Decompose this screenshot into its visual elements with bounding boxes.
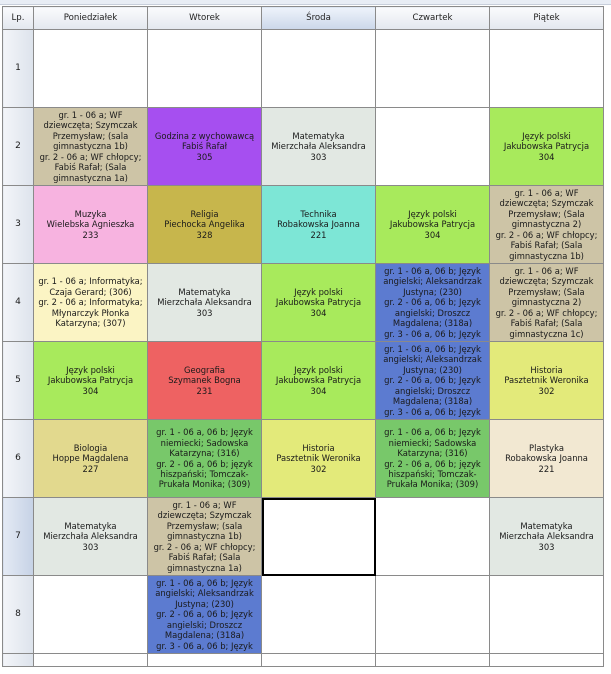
timetable-row-3 [3, 186, 604, 264]
lesson-cell-wednesday[interactable] [262, 186, 376, 264]
lesson-number: 5 [3, 342, 34, 420]
lesson-text: Język polski Jakubowska Patrycja 304 [275, 286, 362, 318]
lesson-cell-thursday[interactable] [376, 186, 490, 264]
timetable-grid [2, 6, 604, 667]
lesson-text: Historia Pasztetnik Weronika 302 [504, 364, 589, 396]
header-day-friday[interactable]: Piątek [490, 7, 604, 30]
lesson-text: Język polski Jakubowska Patrycja 304 [47, 364, 134, 396]
lesson-cell-monday[interactable] [34, 186, 148, 264]
lesson-text: Religia Piechocka Angelika 328 [164, 208, 245, 240]
lesson-cell-monday[interactable] [34, 342, 148, 420]
lesson-text: gr. 1 - 06 a; WF dziewczęta; Szymczak Przemysław; (sala gimnastyczna 1b) gr. 2 - 06 a; WF chłopcy; Fabiś Rafał; (Sala gimnastyczna 1a) [153, 500, 256, 573]
lesson-text: Godzina z wychowawcą Fabiś Rafał 305 [154, 130, 255, 162]
lesson-cell-thursday[interactable] [376, 342, 490, 420]
timetable-row-2 [3, 108, 604, 186]
lesson-cell-monday[interactable] [34, 576, 148, 654]
lesson-cell-thursday[interactable] [376, 576, 490, 654]
lesson-text: gr. 1 - 06 a; WF dziewczęta; Szymczak Przemysław; (Sala gimnastyczna 2) gr. 2 - 06 a; WF chłopcy; Fabiś Rafał; (Sala gimnastyczna 1c) [495, 266, 598, 339]
header-day-thursday[interactable]: Czwartek [376, 7, 490, 30]
lesson-text: Technika Robakowska Joanna 221 [277, 208, 360, 240]
timetable-row-partial [3, 654, 604, 667]
lesson-text: Plastyka Robakowska Joanna 221 [505, 442, 588, 474]
lesson-text: Matematyka Mierzchała Aleksandra 303 [157, 286, 252, 318]
lesson-text: gr. 1 - 06 a, 06 b; Język niemiecki; Sadowska Katarzyna; (316) gr. 2 - 06 a, 06 b; język hiszpański; Tomczak-Prukała Monika; (309) [384, 427, 481, 490]
lesson-cell-wednesday[interactable] [262, 420, 376, 498]
lesson-cell-friday[interactable] [490, 576, 604, 654]
lesson-number: 7 [3, 498, 34, 576]
lesson-cell-friday[interactable] [490, 498, 604, 576]
lesson-cell-friday[interactable] [490, 654, 604, 667]
header-day-monday[interactable]: Poniedziałek [34, 7, 148, 30]
lesson-number: 4 [3, 264, 34, 342]
lesson-cell-tuesday[interactable] [148, 108, 262, 186]
lesson-text: gr. 1 - 06 a, 06 b; Język angielski; Aleksandrzak Justyna; (230) gr. 2 - 06 a, 06 b; Język angielski; Droszcz Magdalena; (318a) gr. 3 - 06 a, 06 b; Język [383, 266, 482, 339]
lesson-cell-tuesday[interactable] [148, 186, 262, 264]
lesson-text: gr. 1 - 06 a, 06 b; Język angielski; Aleksandrzak Justyna; (230) gr. 2 - 06 a, 06 b; Język angielski; Droszcz Magdalena; (318a) gr. 3 - 06 a, 06 b; Język [383, 344, 482, 417]
lesson-cell-thursday[interactable] [376, 264, 490, 342]
lesson-cell-monday[interactable] [34, 654, 148, 667]
lesson-text: gr. 1 - 06 a, 06 b; Język angielski; Aleksandrzak Justyna; (230) gr. 2 - 06 a, 06 b; Język angielski; Droszcz Magdalena; (318a) gr. 3 - 06 a, 06 b; Język [155, 578, 254, 651]
lesson-text: gr. 1 - 06 a; WF dziewczęta; Szymczak Przemysław; (Sala gimnastyczna 2) gr. 2 - 06 a; WF chłopcy; Fabiś Rafał; (Sala gimnastyczna 1b) [495, 188, 598, 261]
lesson-cell-wednesday[interactable] [262, 108, 376, 186]
lesson-text: Muzyka Wielebska Agnieszka 233 [46, 208, 135, 240]
lesson-number: 6 [3, 420, 34, 498]
lesson-cell-thursday[interactable] [376, 420, 490, 498]
lesson-text: Język polski Jakubowska Patrycja 304 [389, 208, 476, 240]
lesson-text: gr. 1 - 06 a; Informatyka; Czaja Gerard; (306) gr. 2 - 06 a; Informatyka; Młynarczyk Płonka Katarzyna; (307) [38, 276, 143, 329]
lesson-cell-tuesday[interactable] [148, 576, 262, 654]
lesson-cell-wednesday[interactable] [262, 654, 376, 667]
lesson-text: gr. 1 - 06 a, 06 b; Język niemiecki; Sadowska Katarzyna; (316) gr. 2 - 06 a, 06 b; język hiszpański; Tomczak-Prukała Monika; (309) [156, 427, 253, 490]
timetable-row-1 [3, 30, 604, 108]
lesson-number: 1 [3, 30, 34, 108]
lesson-cell-wednesday[interactable] [262, 342, 376, 420]
lesson-cell-friday[interactable] [490, 264, 604, 342]
lesson-cell-tuesday[interactable] [148, 654, 262, 667]
lesson-text: Historia Pasztetnik Weronika 302 [276, 442, 361, 474]
lesson-text: gr. 1 - 06 a; WF dziewczęta; Szymczak Przemysław; (sala gimnastyczna 1b) gr. 2 - 06 a; WF chłopcy; Fabiś Rafał; (Sala gimnastyczna 1a) [39, 110, 142, 183]
lesson-cell-thursday[interactable] [376, 654, 490, 667]
lesson-cell-monday[interactable] [34, 498, 148, 576]
timetable-row-6 [3, 420, 604, 498]
lesson-cell-thursday[interactable] [376, 498, 490, 576]
lesson-cell-tuesday[interactable] [148, 420, 262, 498]
lesson-cell-friday[interactable] [490, 420, 604, 498]
lesson-cell-tuesday[interactable] [148, 342, 262, 420]
header-day-tuesday[interactable]: Wtorek [148, 7, 262, 30]
lesson-text: Język polski Jakubowska Patrycja 304 [503, 130, 590, 162]
lesson-cell-thursday[interactable] [376, 30, 490, 108]
lesson-cell-monday[interactable] [34, 420, 148, 498]
lesson-number: 3 [3, 186, 34, 264]
lesson-cell-wednesday[interactable] [262, 264, 376, 342]
lesson-number: 8 [3, 576, 34, 654]
lesson-text: Język polski Jakubowska Patrycja 304 [275, 364, 362, 396]
lesson-cell-tuesday[interactable] [148, 30, 262, 108]
lesson-cell-monday[interactable] [34, 108, 148, 186]
lesson-text: Geografia Szymanek Bogna 231 [168, 364, 241, 396]
lesson-cell-tuesday[interactable] [148, 498, 262, 576]
lesson-text: Matematyka Mierzchała Aleksandra 303 [43, 520, 138, 552]
timetable-row-5 [3, 342, 604, 420]
lesson-cell-tuesday[interactable] [148, 264, 262, 342]
header-day-wednesday[interactable]: Środa [262, 7, 376, 30]
header-row [3, 7, 604, 30]
timetable-row-8 [3, 576, 604, 654]
lesson-cell-friday[interactable] [490, 342, 604, 420]
lesson-cell-friday[interactable] [490, 30, 604, 108]
lesson-number [3, 654, 34, 667]
top-toolbar-strip [0, 0, 611, 5]
lesson-cell-thursday[interactable] [376, 108, 490, 186]
lesson-cell-wednesday[interactable] [262, 498, 376, 576]
header-lp[interactable]: Lp. [3, 7, 34, 30]
lesson-cell-friday[interactable] [490, 108, 604, 186]
timetable-row-7 [3, 498, 604, 576]
lesson-cell-friday[interactable] [490, 186, 604, 264]
lesson-cell-wednesday[interactable] [262, 30, 376, 108]
timetable-row-4 [3, 264, 604, 342]
lesson-cell-wednesday[interactable] [262, 576, 376, 654]
lesson-number: 2 [3, 108, 34, 186]
lesson-text: Biologia Hoppe Magdalena 227 [52, 442, 129, 474]
lesson-text: Matematyka Mierzchała Aleksandra 303 [271, 130, 366, 162]
lesson-cell-monday[interactable] [34, 264, 148, 342]
lesson-text: Matematyka Mierzchała Aleksandra 303 [499, 520, 594, 552]
lesson-cell-monday[interactable] [34, 30, 148, 108]
